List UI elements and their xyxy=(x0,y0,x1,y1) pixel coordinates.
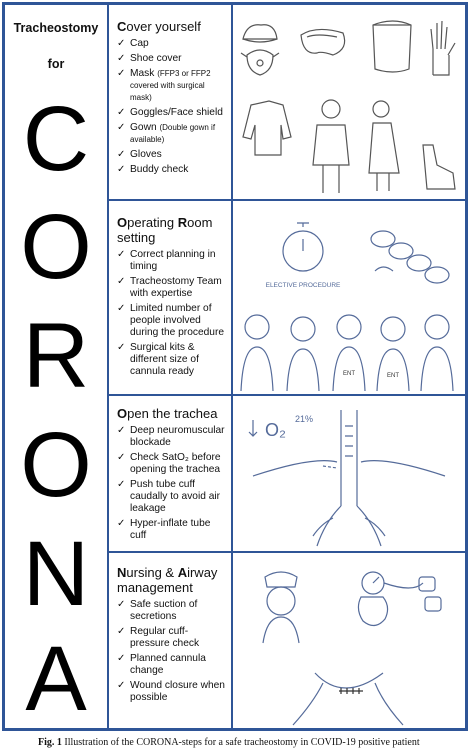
or-checklist xyxy=(117,249,227,378)
list-item: ✓ Check SatO₂ before opening the trachea xyxy=(117,452,227,476)
section-operating-room xyxy=(109,201,465,396)
gown-icon xyxy=(243,101,291,155)
person-front-icon xyxy=(313,100,349,193)
trachea-heading: Open the trachea xyxy=(117,406,218,421)
list-item: ✓ Mask (FFP3 or FFP2 covered with surgical mask) xyxy=(117,68,227,104)
team-icon xyxy=(241,315,453,391)
list-item: ✓ Gloves xyxy=(117,149,227,161)
surgical-kits-icon xyxy=(371,231,449,283)
nursing-checklist xyxy=(117,599,227,704)
list-item: ✓ Tracheostomy Team with expertise xyxy=(117,276,227,300)
stopwatch-icon xyxy=(283,223,323,271)
list-item: ✓ Shoe cover xyxy=(117,53,227,65)
list-item: ✓ Deep neuromuscular blockade xyxy=(117,425,227,449)
glove-icon xyxy=(431,21,455,75)
neck-wound-icon xyxy=(293,673,403,725)
list-item: ✓ Regular cuff-pressure check xyxy=(117,626,227,650)
o2-label: O₂ xyxy=(265,420,286,440)
list-item: ✓ Hyper-inflate tube cuff xyxy=(117,518,227,542)
cover-heading: Cover yourself xyxy=(117,19,201,34)
list-item: ✓ Planned cannula change xyxy=(117,653,227,677)
list-item: ✓ Limited number of people involved during the procedure xyxy=(117,303,227,339)
letter-a: A xyxy=(25,628,87,730)
goggles-icon xyxy=(301,29,345,55)
list-item: ✓ Correct planning in timing xyxy=(117,249,227,273)
corona-column xyxy=(5,5,109,728)
letter-n: N xyxy=(22,523,90,625)
nursing-illustration xyxy=(233,553,465,728)
letter-r: R xyxy=(22,305,90,407)
cap-icon xyxy=(243,25,277,42)
figure-caption: Fig. 1 Illustration of the CORONA-steps for a safe tracheostomy in COVID-19 positive patient xyxy=(38,737,420,748)
down-arrow-icon xyxy=(249,420,257,436)
or-text xyxy=(109,201,233,394)
list-item: ✓ Goggles/Face shield xyxy=(117,107,227,119)
or-heading: Operating Room setting xyxy=(117,215,213,245)
nursing-heading: Nursing & Airway management xyxy=(117,565,218,595)
list-item: ✓ Gown (Double gown if available) xyxy=(117,122,227,146)
shoe-cover-icon xyxy=(423,145,455,189)
cuff-pressure-gauge-icon xyxy=(358,572,441,626)
trachea-illustration xyxy=(233,396,465,551)
nurse-icon xyxy=(263,572,299,643)
letter-o-1: O xyxy=(20,196,92,298)
letter-o-2: O xyxy=(20,414,92,516)
infographic-frame xyxy=(2,2,468,731)
cover-checklist xyxy=(117,38,227,176)
section-open-trachea xyxy=(109,396,465,553)
person-side-icon xyxy=(369,101,399,191)
list-item: ✓ Wound closure when possible xyxy=(117,680,227,704)
section-nursing-airway xyxy=(109,553,465,728)
letter-c: C xyxy=(22,88,90,190)
face-shield-icon xyxy=(373,21,411,72)
mask-icon xyxy=(241,50,279,75)
list-item: ✓ Push tube cuff caudally to avoid air leakage xyxy=(117,479,227,515)
title-tracheostomy: Tracheostomy xyxy=(13,21,99,35)
ent-badge-1: ENT xyxy=(343,371,355,377)
o2-percent: 21% xyxy=(295,414,314,424)
section-cover-yourself xyxy=(109,5,465,201)
nursing-text xyxy=(109,553,233,728)
ent-badge-2: ENT xyxy=(387,373,399,379)
title-for: for xyxy=(47,57,65,71)
list-item: ✓ Cap xyxy=(117,38,227,50)
list-item: ✓ Buddy check xyxy=(117,164,227,176)
trachea-text xyxy=(109,396,233,551)
elective-procedure-label: ELECTIVE PROCEDURE xyxy=(265,282,341,289)
cover-text xyxy=(109,5,233,199)
ppe-illustration xyxy=(233,5,465,199)
trachea-checklist xyxy=(117,425,227,542)
list-item: ✓ Surgical kits & different size of cannula ready xyxy=(117,342,227,378)
list-item: ✓ Safe suction of secretions xyxy=(117,599,227,623)
or-illustration xyxy=(233,201,465,394)
